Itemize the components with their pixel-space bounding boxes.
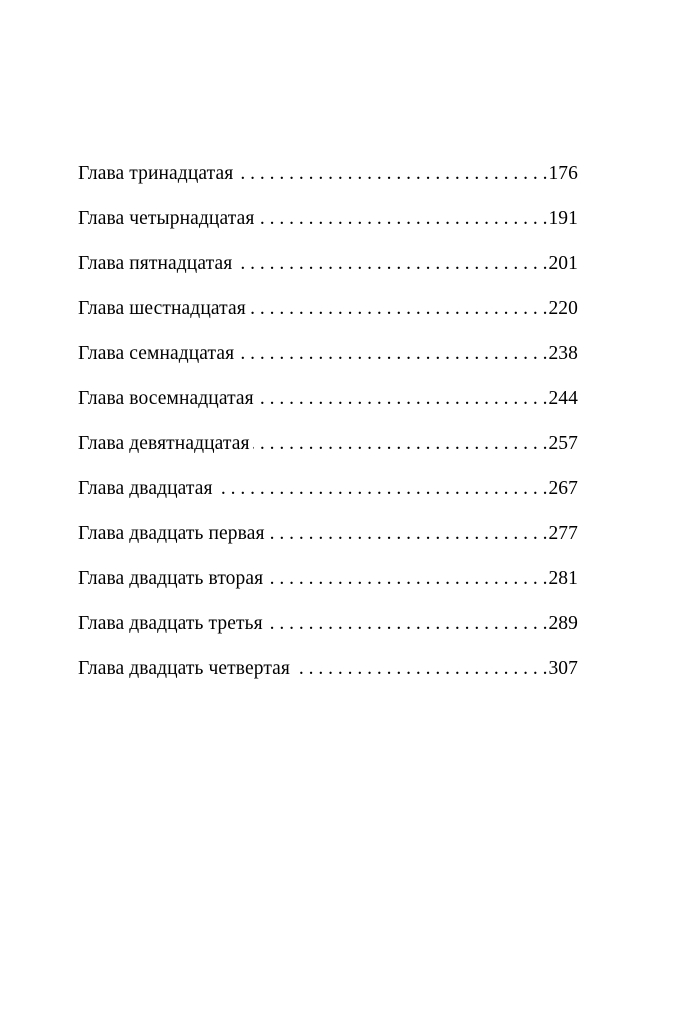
toc-dot-leader	[266, 610, 548, 638]
toc-entry[interactable]	[78, 250, 578, 295]
toc-entry-page-number: 267	[548, 478, 578, 499]
toc-entry-page-number: 201	[548, 253, 578, 274]
toc-entry[interactable]	[78, 430, 578, 475]
toc-entry-page-number: 277	[548, 523, 578, 544]
toc-entry-page-number: 238	[548, 343, 578, 364]
toc-entry[interactable]	[78, 655, 578, 700]
toc-dot-leader	[266, 565, 547, 593]
toc-dot-leader	[216, 475, 548, 503]
toc-entry-page-number: 220	[548, 298, 578, 319]
toc-dot-leader	[237, 340, 547, 368]
toc-entry-page-number: 257	[548, 433, 578, 454]
toc-entry[interactable]	[78, 385, 578, 430]
toc-dot-leader	[257, 205, 547, 233]
toc-entry-title: Глава двадцать четвертая	[78, 658, 291, 679]
toc-entry-page-number: 289	[548, 613, 578, 634]
table-of-contents	[78, 160, 578, 700]
toc-entry-title: Глава тринадцатая	[78, 163, 234, 184]
toc-dot-leader	[249, 295, 548, 323]
toc-entry[interactable]	[78, 610, 578, 655]
toc-dot-leader	[257, 385, 548, 413]
toc-dot-leader	[236, 160, 547, 188]
toc-entry[interactable]	[78, 295, 578, 340]
toc-entry-page-number: 244	[548, 388, 578, 409]
toc-entry-page-number: 191	[548, 208, 578, 229]
toc-entry-title: Глава девятнадцатая	[78, 433, 250, 454]
toc-entry-title: Глава шестнадцатая	[78, 298, 246, 319]
toc-dot-leader	[268, 520, 548, 548]
toc-entry-title: Глава двадцать вторая	[78, 568, 264, 589]
toc-entry[interactable]	[78, 565, 578, 610]
toc-entry[interactable]	[78, 475, 578, 520]
toc-entry[interactable]	[78, 205, 578, 250]
toc-entry-title: Глава двадцатая	[78, 478, 213, 499]
toc-dot-leader	[235, 250, 547, 278]
toc-entry[interactable]	[78, 520, 578, 565]
toc-entry-title: Глава четырнадцатая	[78, 208, 255, 229]
toc-entry-title: Глава двадцать первая	[78, 523, 265, 544]
toc-entry-title: Глава пятнадцатая	[78, 253, 233, 274]
toc-entry[interactable]	[78, 160, 578, 205]
toc-entry-title: Глава восемнадцатая	[78, 388, 254, 409]
toc-entry-page-number: 307	[548, 658, 578, 679]
toc-entry-title: Глава семнадцатая	[78, 343, 235, 364]
toc-entry-page-number: 281	[548, 568, 578, 589]
toc-entry-title: Глава двадцать третья	[78, 613, 263, 634]
toc-entry-page-number: 176	[548, 163, 578, 184]
toc-dot-leader	[293, 655, 547, 683]
toc-dot-leader	[253, 430, 548, 458]
toc-entry[interactable]	[78, 340, 578, 385]
